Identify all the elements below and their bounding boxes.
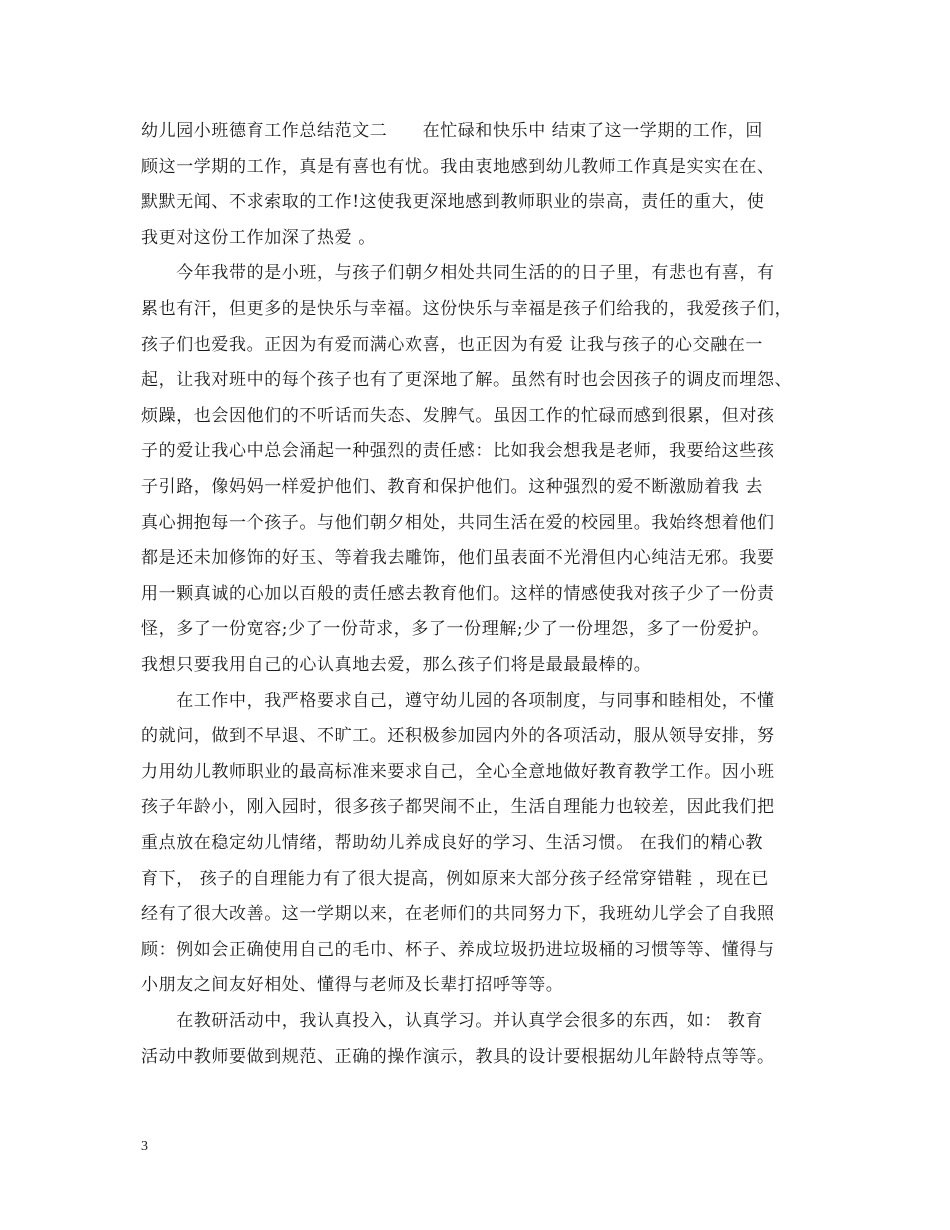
text-line: 起，让我对班中的每个孩子也有了更深地了解。虽然有时也会因孩子的调皮而埋怨、: [141, 370, 793, 390]
text-line: 累也有汗，但更多的是快乐与幸福。这份快乐与幸福是孩子们给我的，我爱孩子们，: [141, 299, 793, 319]
text-line: 在教研活动中，我认真投入，认真学习。并认真学会很多的东西，如： 教育: [141, 1011, 764, 1031]
text-line: 怪，多了一份宽容;少了一份苛求，多了一份理解;少了一份埋怨，多了一份爱护。: [141, 619, 770, 639]
text-line: 我想只要我用自己的心认真地去爱，那么孩子们将是最最最棒的。: [141, 655, 652, 675]
text-line: 子引路，像妈妈一样爱护他们、教育和保护他们。这种强烈的爱不断激励着我 去: [141, 477, 764, 497]
text-line: 子的爱让我心中总会涌起一种强烈的责任感：比如我会想我是老师，我要给这些孩: [141, 441, 775, 461]
text-line: 都是还未加修饰的好玉、等着我去雕饰，他们虽表面不光滑但内心纯洁无邪。我要: [141, 548, 775, 568]
text-line: 的就问，做到不早退、不旷工。还积极参加园内外的各项活动，服从领导安排，努: [141, 726, 775, 746]
text-line: 力用幼儿教师职业的最高标准来要求自己，全心全意地做好教育教学工作。因小班: [141, 762, 775, 782]
text-line: 真心拥抱每一个孩子。与他们朝夕相处，共同生活在爱的校园里。我始终想着他们: [141, 513, 775, 533]
text-line: 默默无闻、不求索取的工作!这使我更深地感到教师职业的崇高，责任的重大，使: [141, 192, 765, 212]
text-line: 重点放在稳定幼儿情绪，帮助幼儿养成良好的学习、生活习惯。 在我们的精心教: [141, 833, 764, 853]
text-line: 育下， 孩子的自理能力有了很大提高，例如原来大部分孩子经常穿错鞋 ，现在已: [141, 869, 770, 889]
text-line: 在工作中，我严格要求自己，遵守幼儿园的各项制度，与同事和睦相处，不懂: [141, 691, 775, 711]
text-line: 用一颗真诚的心加以百般的责任感去教育他们。这样的情感使我对孩子少了一份责: [141, 584, 775, 604]
text-line: 烦躁，也会因他们的不听话而失态、发脾气。虽因工作的忙碌而感到很累，但对孩: [141, 406, 775, 426]
text-line: 顾：例如会正确使用自己的毛巾、杯子、养成垃圾扔进垃圾桶的习惯等等、懂得与: [141, 940, 775, 960]
text-line: 活动中教师要做到规范、正确的操作演示，教具的设计要根据幼儿年龄特点等等。: [141, 1047, 775, 1067]
text-line: 幼儿园小班德育工作总结范文二 在忙碌和快乐中 结束了这一学期的工作，回: [141, 121, 764, 141]
text-line: 小朋友之间友好相处、懂得与老师及长辈打招呼等等。: [141, 975, 564, 995]
text-line: 孩子们也爱我。正因为有爱而满心欢喜，也正因为有爱 让我与孩子的心交融在一: [141, 335, 764, 355]
page-number: 3: [141, 1139, 148, 1154]
text-line: 孩子年龄小，刚入园时，很多孩子都哭闹不止，生活自理能力也较差，因此我们把: [141, 797, 775, 817]
text-line: 顾这一学期的工作，真是有喜也有忧。我由衷地感到幼儿教师工作真是实实在在、: [141, 157, 775, 177]
text-line: 我更对这份工作加深了热爱 。: [141, 228, 376, 248]
text-line: 今年我带的是小班，与孩子们朝夕相处共同生活的的日子里，有悲也有喜，有: [141, 263, 775, 283]
text-line: 经有了很大改善。这一学期以来，在老师们的共同努力下，我班幼儿学会了自我照: [141, 904, 775, 924]
